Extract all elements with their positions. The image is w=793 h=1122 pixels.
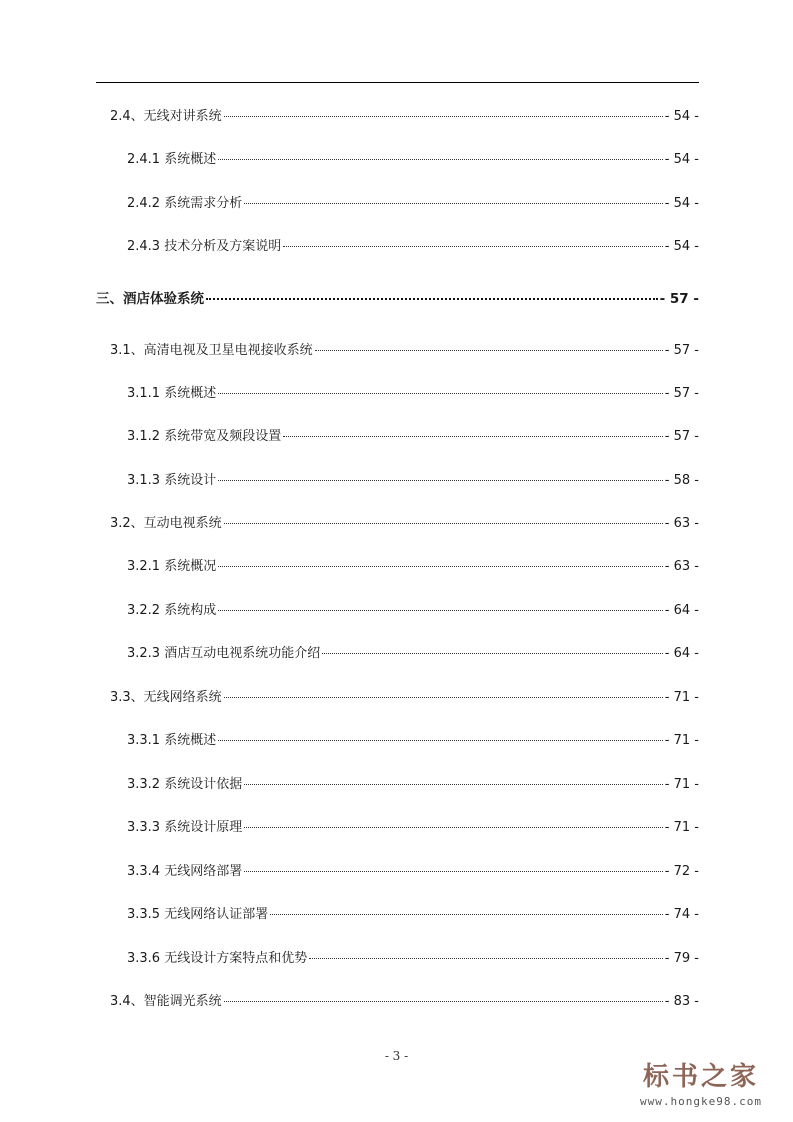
toc-entry-title: 3.3.2 系统设计依据 (127, 777, 243, 792)
toc-entry-page: - 63 - (664, 516, 699, 531)
toc-dot-leader (244, 871, 663, 872)
toc-entry-title: 3.3.4 无线网络部署 (127, 864, 243, 879)
toc-entry-title: 3.1.3 系统设计 (127, 473, 217, 488)
toc-entry-page: - 57 - (664, 429, 699, 444)
toc-entry-page: - 54 - (664, 196, 699, 211)
toc-entry-page: - 71 - (664, 733, 699, 748)
toc-entry[interactable] (110, 108, 699, 126)
toc-entry-title: 3.4、智能调光系统 (110, 994, 222, 1009)
toc-entry[interactable] (127, 428, 699, 446)
toc-entry[interactable] (110, 689, 699, 707)
toc-entry[interactable] (127, 195, 699, 213)
toc-dot-leader (309, 958, 663, 959)
toc-entry-page: - 57 - (664, 343, 699, 358)
toc-dot-leader (218, 740, 663, 741)
toc-entry[interactable] (110, 515, 699, 533)
toc-entry[interactable] (110, 993, 699, 1011)
toc-entry-page: - 64 - (664, 603, 699, 618)
toc-entry-page: - 83 - (664, 994, 699, 1009)
toc-dot-leader (244, 203, 663, 204)
toc-dot-leader (206, 298, 658, 300)
toc-entry-title: 2.4.2 系统需求分析 (127, 196, 243, 211)
toc-entry[interactable] (127, 819, 699, 837)
toc-entry[interactable] (127, 151, 699, 169)
toc-entry[interactable] (127, 863, 699, 881)
toc-entry-page: - 63 - (664, 559, 699, 574)
toc-entry-title: 2.4.3 技术分析及方案说明 (127, 239, 282, 254)
watermark (621, 1056, 781, 1108)
toc-entry-page: - 74 - (664, 907, 699, 922)
toc-dot-leader (218, 480, 663, 481)
toc-dot-leader (224, 1001, 663, 1002)
toc-entry-page: - 54 - (664, 109, 699, 124)
toc-entry[interactable] (127, 385, 699, 403)
toc-entry-title: 三、酒店体验系统 (96, 291, 204, 307)
toc-entry-title: 3.1.1 系统概述 (127, 386, 217, 401)
toc-entry[interactable] (127, 906, 699, 924)
toc-dot-leader (224, 116, 663, 117)
toc-entry-title: 2.4、无线对讲系统 (110, 109, 222, 124)
watermark-url: www.hongke98.com (640, 1095, 762, 1108)
toc-dot-leader (218, 159, 663, 160)
toc-entry[interactable] (127, 238, 699, 256)
toc-entry-page: - 57 - (664, 386, 699, 401)
toc-entry-title: 3.2.1 系统概况 (127, 559, 217, 574)
page-number: - 3 - (384, 1049, 409, 1063)
toc-entry-page: - 64 - (664, 646, 699, 661)
toc-entry-title: 3.2.2 系统构成 (127, 603, 217, 618)
toc-entry[interactable] (127, 558, 699, 576)
toc-entry[interactable] (96, 290, 699, 308)
toc-dot-leader (218, 566, 663, 567)
toc-entry-title: 3.3.3 系统设计原理 (127, 820, 243, 835)
toc-entry-title: 3.3.6 无线设计方案特点和优势 (127, 951, 308, 966)
toc-entry-title: 2.4.1 系统概述 (127, 152, 217, 167)
watermark-logo: 标书之家 (642, 1062, 759, 1092)
toc-entry-page: - 72 - (664, 864, 699, 879)
toc-entry-page: - 71 - (664, 820, 699, 835)
toc-entry-page: - 54 - (664, 152, 699, 167)
toc-dot-leader (270, 914, 663, 915)
toc-dot-leader (322, 653, 663, 654)
toc-dot-leader (283, 246, 663, 247)
toc-dot-leader (218, 610, 663, 611)
toc-entry[interactable] (127, 472, 699, 490)
toc-entry[interactable] (127, 602, 699, 620)
toc-entry-page: - 54 - (664, 239, 699, 254)
toc-entry[interactable] (127, 645, 699, 663)
toc-entry-title: 3.1.2 系统带宽及频段设置 (127, 429, 282, 444)
toc-dot-leader (224, 523, 663, 524)
toc-entry[interactable] (127, 776, 699, 794)
toc-dot-leader (244, 827, 663, 828)
toc-dot-leader (283, 436, 663, 437)
toc-entry-page: - 57 - (659, 291, 699, 307)
toc-entry-title: 3.1、高清电视及卫星电视接收系统 (110, 343, 313, 358)
toc-entry-title: 3.3、无线网络系统 (110, 690, 222, 705)
toc-entry[interactable] (110, 342, 699, 360)
toc-entry-page: - 71 - (664, 690, 699, 705)
toc-dot-leader (218, 393, 663, 394)
toc-dot-leader (224, 697, 663, 698)
toc-entry-title: 3.2、互动电视系统 (110, 516, 222, 531)
toc-entry-page: - 71 - (664, 777, 699, 792)
toc-entry-title: 3.3.1 系统概述 (127, 733, 217, 748)
toc-entry[interactable] (127, 950, 699, 968)
toc-entry-title: 3.3.5 无线网络认证部署 (127, 907, 269, 922)
toc-dot-leader (244, 784, 663, 785)
toc-entry[interactable] (127, 732, 699, 750)
toc-dot-leader (315, 350, 663, 351)
toc-entry-page: - 58 - (664, 473, 699, 488)
toc-entry-page: - 79 - (664, 951, 699, 966)
toc-entry-title: 3.2.3 酒店互动电视系统功能介绍 (127, 646, 321, 661)
